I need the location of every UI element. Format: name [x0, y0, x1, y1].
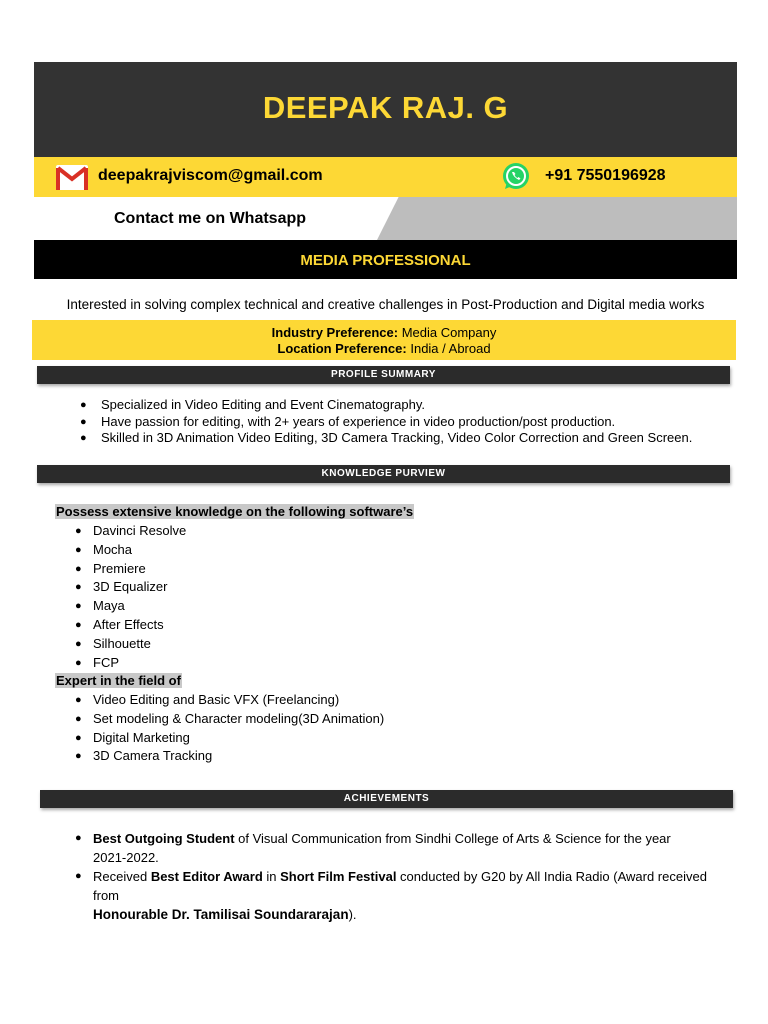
- software-item: 3D Equalizer: [93, 579, 168, 595]
- achievement-text: [93, 867, 723, 924]
- list-item: ● Davinci Resolve: [75, 523, 187, 538]
- list-item: ● Have passion for editing, with 2+ years of experience in video production/post production.: [80, 413, 616, 429]
- software-heading: Possess extensive knowledge on the following software’s: [56, 504, 414, 519]
- list-item-text: Have passion for editing, with 2+ years of experience in video production/post production.: [101, 413, 616, 429]
- list-item: ● After Effects: [75, 616, 164, 632]
- candidate-name: DEEPAK RAJ. G: [262, 90, 509, 125]
- resume-header: [34, 62, 737, 158]
- location-label: Location Preference:: [277, 341, 407, 356]
- gmail-icon: [56, 165, 88, 190]
- industry-value: Media Company: [398, 325, 497, 340]
- contact-bar: [34, 157, 737, 197]
- expert-item: 3D Camera Tracking: [93, 748, 213, 764]
- software-list: [75, 522, 186, 672]
- software-item: Maya: [93, 598, 125, 614]
- expert-list: [75, 691, 384, 766]
- expert-item: Set modeling & Character modeling(3D Animation): [93, 710, 385, 726]
- achievement-detail: conducted by G20 by All India Radio (Award received from: [93, 869, 707, 903]
- industry-preference: [32, 325, 736, 341]
- software-item: Premiere: [93, 560, 146, 576]
- preferences-box: [32, 320, 736, 360]
- list-item: ● Digital Marketing: [75, 729, 190, 745]
- software-item: Silhouette: [93, 635, 151, 651]
- section-achievements: ACHIEVEMENTS: [40, 790, 733, 808]
- industry-label: Industry Preference:: [271, 325, 399, 340]
- achievement-detail: of Visual Communication from Sindhi College of Arts & Science for the year: [234, 831, 671, 846]
- expert-item: Video Editing and Basic VFX (Freelancing): [93, 692, 340, 707]
- achievement-title: Best Editor Award: [150, 869, 263, 884]
- achievement-detail-line2: 2021-2022.: [93, 850, 159, 865]
- whatsapp-contact-label: Contact me on Whatsapp: [114, 210, 307, 227]
- list-item: ● Set modeling & Character modeling(3D Animation): [75, 710, 385, 726]
- software-item: Davinci Resolve: [93, 523, 187, 538]
- professional-title: MEDIA PROFESSIONAL: [300, 252, 471, 269]
- achievement-title: Best Outgoing Student: [93, 831, 235, 846]
- title-bar: [34, 240, 737, 279]
- list-item: ● Mocha: [75, 541, 133, 557]
- whatsapp-icon: [501, 161, 531, 191]
- email-address[interactable]: deepakrajviscom@gmail.com: [98, 167, 323, 184]
- achievement-prefix: Received: [93, 869, 151, 884]
- location-value: India / Abroad: [406, 341, 491, 356]
- list-item-text: Specialized in Video Editing and Event Cinematography.: [101, 397, 426, 412]
- list-item: ● Maya: [75, 598, 125, 614]
- phone-number[interactable]: +91 7550196928: [545, 167, 666, 184]
- list-item: ● 3D Equalizer: [75, 579, 168, 595]
- list-item: ● Specialized in Video Editing and Event Cinematography.: [80, 397, 426, 412]
- achievement-presenter: Honourable Dr. Tamilisai Soundararajan: [93, 907, 349, 922]
- list-item: ● Premiere: [75, 560, 146, 576]
- achievement-event: Short Film Festival: [280, 869, 397, 884]
- achievement-connector: in: [262, 869, 281, 884]
- achievement-text: [93, 829, 723, 867]
- expert-item: Digital Marketing: [93, 729, 190, 745]
- software-item: FCP: [93, 654, 119, 670]
- list-item: ● Silhouette: [75, 635, 151, 651]
- decorative-grey-band: [377, 197, 737, 240]
- software-item: Mocha: [93, 541, 133, 557]
- achievement-end: ).: [348, 907, 357, 922]
- expert-heading: Expert in the field of: [56, 673, 181, 688]
- list-item: ● Skilled in 3D Animation Video Editing, 3D Camera Tracking, Video Color Correction and Green Screen.: [80, 430, 693, 445]
- list-item: ● FCP: [75, 654, 119, 670]
- section-profile-summary: PROFILE SUMMARY: [37, 366, 730, 384]
- list-item-text: Skilled in 3D Animation Video Editing, 3D Camera Tracking, Video Color Correction and Green Screen.: [101, 430, 693, 445]
- software-item: After Effects: [93, 616, 164, 632]
- tagline: Interested in solving complex technical and creative challenges in Post-Production and Digital media works: [66, 297, 705, 312]
- whatsapp-row: [34, 197, 737, 240]
- section-knowledge-purview: KNOWLEDGE PURVIEW: [37, 465, 730, 483]
- list-item: ● Video Editing and Basic VFX (Freelancing): [75, 692, 340, 707]
- list-item: ● 3D Camera Tracking: [75, 748, 213, 764]
- location-preference: [32, 341, 736, 357]
- profile-summary-list: [80, 397, 692, 447]
